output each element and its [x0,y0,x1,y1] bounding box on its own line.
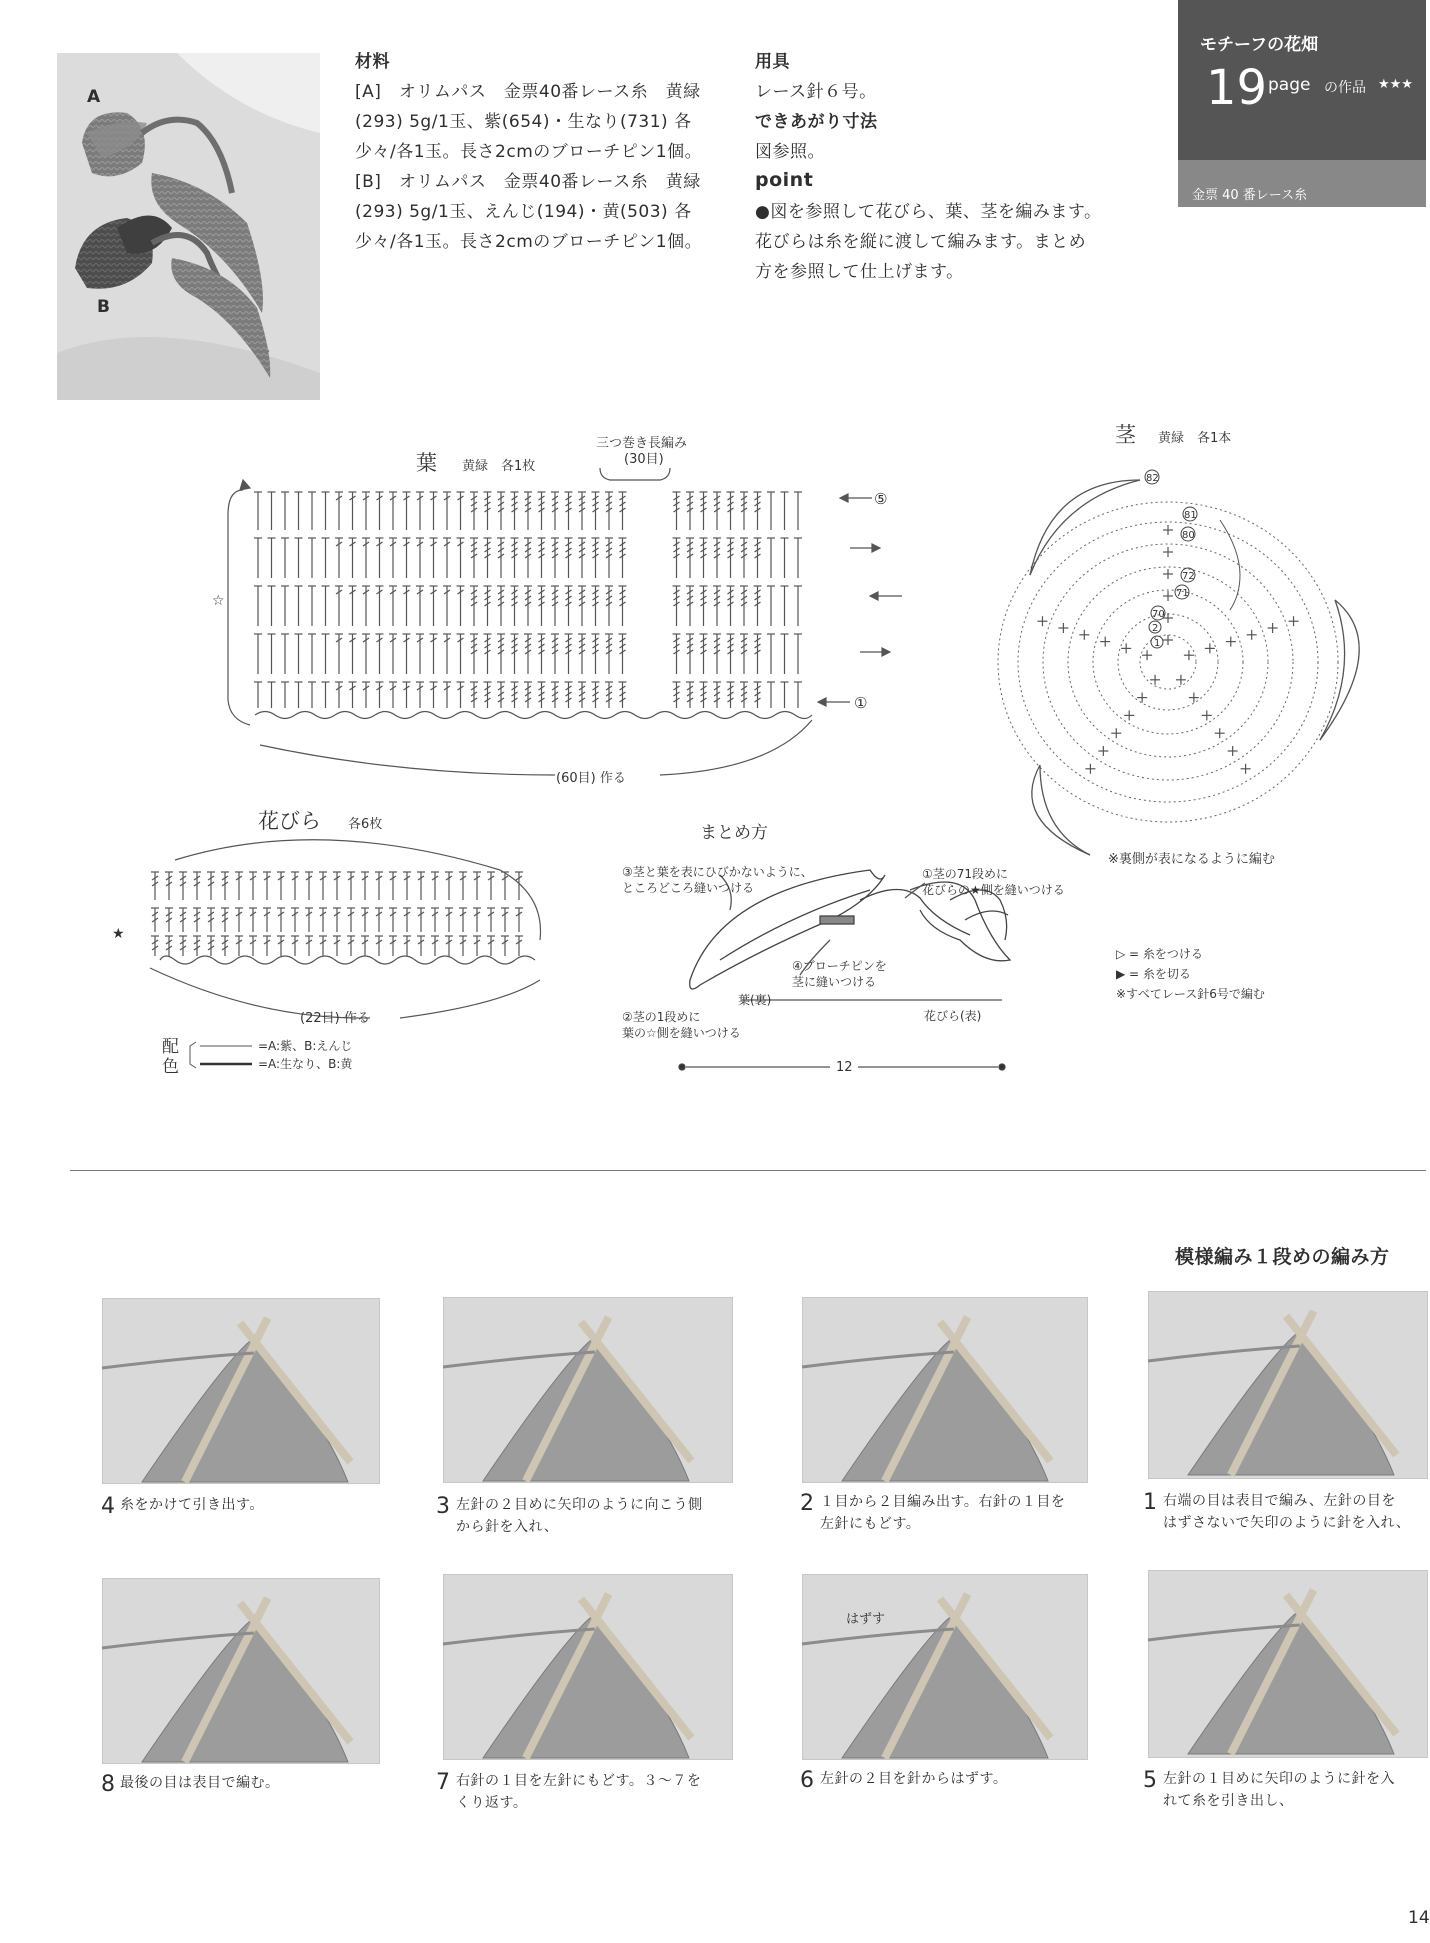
step-text-1b: はずさないで矢印のように針を入れ、 [1163,1515,1411,1531]
leaf-row-top: ⑤ [874,490,888,508]
stem-label: 2 [1152,623,1159,634]
stem-label: 81 [1184,510,1197,521]
step-text-2a: １目から２目編み出す。右針の１目を [820,1494,1066,1510]
step-text-2b: 左針にもどす。 [820,1516,921,1532]
color-line-1: =A:紫、B:えんじ [258,1039,353,1053]
assembly-note-4-line1: ④ブローチピンを [792,959,887,973]
stem-subtitle: 黄緑 各1本 [1158,431,1232,446]
petal-title: 花びら [258,809,321,833]
stem-row-labels [1145,470,1197,649]
materials-line-1: [A] オリムパス 金票40番レース糸 黄緑 [355,82,701,102]
step-text-5a: 左針の１目めに矢印のように針を入 [1163,1771,1395,1787]
step-text-3a: 左針の２目めに矢印のように向こう側 [456,1497,703,1513]
symbol-attach: ▷ = 糸をつける [1116,947,1203,961]
photo-label-a: A [87,87,101,107]
point-line-2: 花びらは糸を縦に渡して編みます。まとめ [755,232,1087,252]
diagrams [0,420,1426,1080]
leaf-star: ☆ [212,593,225,609]
petal-stitches [151,872,523,956]
symbol-needle: ※すべてレース針6号で編む [1116,987,1265,1001]
assembly-note-1-line2: 花びらの★側を縫いつける [922,883,1065,897]
page-ref-label: page [1268,75,1311,95]
step-text-6: 左針の２目を針からはずす。 [820,1771,1008,1787]
step-num-5: 5 [1143,1768,1157,1793]
step-num-1: 1 [1143,1490,1157,1515]
step-text-7a: 右針の１目を左針にもどす。３～７を [456,1773,702,1789]
petal-count: (22目) 作る [300,1011,370,1026]
step-num-8: 8 [101,1772,115,1797]
petal-star: ★ [112,926,125,942]
leaf-bottom-count: (60目) 作る [556,771,626,786]
materials-line-5: (293) 5g/1玉、えんじ(194)・黄(503) 各 [355,202,692,222]
leaf-row-bottom: ① [854,694,868,712]
page-number: 14 [1408,1908,1430,1928]
assembly-note-3-line2: ところどころ縫いつける [622,881,755,895]
stem-stitches [1037,525,1298,774]
page-ref-number: 19 [1206,60,1268,116]
leaf-stitches [254,492,802,708]
leaf-chart [228,468,812,775]
assembly-width: 12 [836,1060,853,1075]
step-num-4: 4 [101,1494,115,1519]
leaf-center-label: 三つ巻き長編み [596,436,688,451]
step-num-3: 3 [436,1494,450,1519]
photo-note: はずす [846,1612,886,1627]
point-title: point [755,169,814,191]
yarn-label: 金票 40 番レース糸 [1192,188,1308,203]
size-value: 図参照。 [755,142,825,162]
tools-value: レース針６号。 [755,82,877,102]
step-text-7b: くり返す。 [456,1795,528,1811]
photo-label-b: B [97,297,110,317]
section-divider [70,1170,1426,1171]
point-line-3: 方を参照して仕上げます。 [755,262,964,282]
leaf-title: 葉 [416,451,437,475]
step-num-2: 2 [800,1491,814,1516]
symbol-cut: ▶ = 糸を切る [1116,967,1191,981]
materials-line-4: [B] オリムパス 金票40番レース糸 黄緑 [355,172,701,192]
tools-title: 用具 [755,52,790,72]
step-num-6: 6 [800,1768,814,1793]
stem-note: ※裏側が表になるように編む [1108,852,1275,867]
leaf-subtitle: 黄緑 各1枚 [462,459,536,474]
size-title: できあがり寸法 [755,112,878,132]
assembly-note-petal: 花びら(表) [924,1009,982,1023]
petal-chart [150,840,541,1018]
stem-label: 70 [1152,609,1165,620]
stem-label: 1 [1154,638,1161,649]
assembly-title: まとめ方 [700,823,768,843]
materials-line-2: (293) 5g/1玉、紫(654)・生なり(731) 各 [355,112,692,132]
leaf-center-count: (30目) [624,452,664,467]
step-text-5b: れて糸を引き出し、 [1163,1793,1294,1809]
series-title: モチーフの花畑 [1200,35,1319,55]
step-num-7: 7 [436,1770,450,1795]
petal-subtitle: 各6枚 [348,817,383,832]
stem-chart [998,480,1359,855]
color-label-2: 色 [162,1057,179,1077]
step-text-1a: 右端の目は表目で編み、左針の目を [1163,1493,1396,1509]
assembly-note-3-line1: ③茎と葉を表にひびかないように、 [622,865,813,879]
stem-title: 茎 [1115,423,1136,447]
step-text-3b: から針を入れ、 [456,1519,559,1535]
stem-label: 80 [1182,530,1195,541]
assembly-note-2-line1: ②茎の1段めに [622,1010,701,1024]
stem-label: 72 [1182,571,1195,582]
stem-label: 71 [1176,588,1189,599]
color-label-1: 配 [162,1037,179,1057]
section-title: 模様編み１段めの編み方 [1175,1246,1390,1268]
materials-title: 材料 [355,52,390,72]
product-photo [57,53,320,400]
point-line-1: ●図を参照して花びら、葉、茎を編みます。 [755,202,1102,222]
assembly-note-leaf: 葉(裏) [738,993,772,1007]
color-line-2: =A:生なり、B:黄 [258,1057,353,1071]
assembly-note-2-line2: 葉の☆側を縫いつける [622,1026,741,1040]
assembly-note-4-line2: 茎に縫いつける [792,975,877,989]
step-text-8: 最後の目は表目で編む。 [120,1775,280,1791]
assembly-note-1-line1: ①茎の71段めに [922,867,1009,881]
stem-label: 82 [1146,473,1159,484]
header-box [1178,0,1426,207]
page-ref-works: の作品 [1324,80,1366,96]
materials-line-3: 少々/各1玉。長さ2cmのブローチピン1個。 [355,142,703,162]
difficulty-stars: ★★★ [1378,77,1413,92]
step-text-4: 糸をかけて引き出す。 [120,1497,264,1513]
materials-line-6: 少々/各1玉。長さ2cmのブローチピン1個。 [355,232,703,252]
